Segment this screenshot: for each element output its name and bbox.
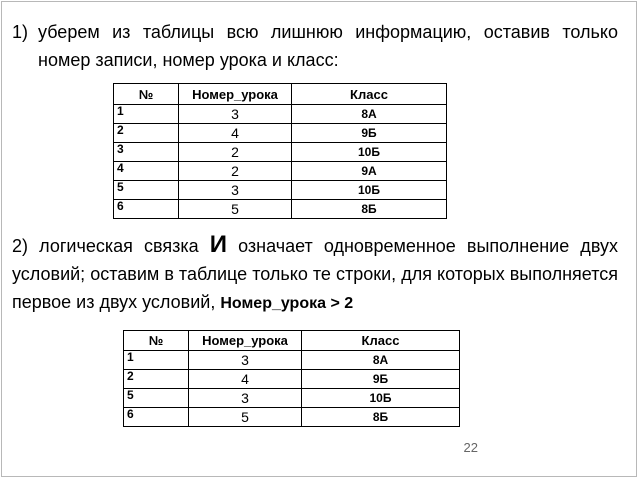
table-row (114, 124, 447, 143)
item-2 (12, 231, 618, 318)
cell-class: 9Б (292, 124, 447, 143)
cell-lesson: 3 (189, 351, 302, 370)
table-filtered (123, 330, 460, 427)
cell-lesson: 3 (189, 389, 302, 408)
cell-class: 9Б (302, 370, 460, 389)
cell-class: 10Б (302, 389, 460, 408)
item-2-text-before: логическая связка (39, 236, 199, 256)
cell-no: 6 (124, 408, 189, 427)
cell-lesson: 2 (179, 143, 292, 162)
item-1-text: уберем из таблицы всю лишнюю информацию, оставив только номер записи, номер урока и класс: (38, 22, 618, 70)
cell-class: 10Б (292, 181, 447, 200)
item-1 (12, 18, 618, 74)
cell-class: 8А (302, 351, 460, 370)
cell-class: 9А (292, 162, 447, 181)
cell-lesson: 4 (179, 124, 292, 143)
cell-class: 10Б (292, 143, 447, 162)
cell-no: 6 (114, 200, 179, 219)
cell-no: 1 (114, 105, 179, 124)
item-2-text-after: означает одновременное выполнение двух условий; оставим в таблице только те строки, для которых выполняется первое из двух условий, (12, 236, 618, 312)
table-row (114, 105, 447, 124)
table-row (124, 389, 460, 408)
cell-lesson: 4 (189, 370, 302, 389)
header-class: Класс (292, 84, 447, 105)
cell-no: 5 (124, 389, 189, 408)
cell-class: 8А (292, 105, 447, 124)
table-row (124, 408, 460, 427)
table-header-row (114, 84, 447, 105)
cell-no: 5 (114, 181, 179, 200)
header-class: Класс (302, 331, 460, 351)
table-full-body (114, 105, 447, 219)
cell-class: 8Б (292, 200, 447, 219)
table-header-row (124, 331, 460, 351)
header-no: № (114, 84, 179, 105)
cell-lesson: 3 (179, 105, 292, 124)
cell-no: 1 (124, 351, 189, 370)
header-no: № (124, 331, 189, 351)
cell-no: 2 (124, 370, 189, 389)
table-filtered-body (124, 351, 460, 427)
header-lesson: Номер_урока (189, 331, 302, 351)
table-row (114, 181, 447, 200)
cell-class: 8Б (302, 408, 460, 427)
cell-lesson: 2 (179, 162, 292, 181)
table-row (114, 200, 447, 219)
cell-no: 3 (114, 143, 179, 162)
cell-lesson: 3 (179, 181, 292, 200)
cell-lesson: 5 (179, 200, 292, 219)
header-lesson: Номер_урока (179, 84, 292, 105)
item-2-keyword: И (209, 231, 227, 258)
item-2-number: 2) (12, 236, 29, 256)
table-full (113, 83, 447, 219)
table-row (114, 143, 447, 162)
table-row (124, 370, 460, 389)
cell-no: 4 (114, 162, 179, 181)
table-row (124, 351, 460, 370)
cell-lesson: 5 (189, 408, 302, 427)
item-2-condition: Номер_урока > 2 (220, 295, 354, 312)
cell-no: 2 (114, 124, 179, 143)
table-row (114, 162, 447, 181)
page-number: 22 (463, 440, 478, 455)
item-1-number: 1) (12, 22, 29, 42)
